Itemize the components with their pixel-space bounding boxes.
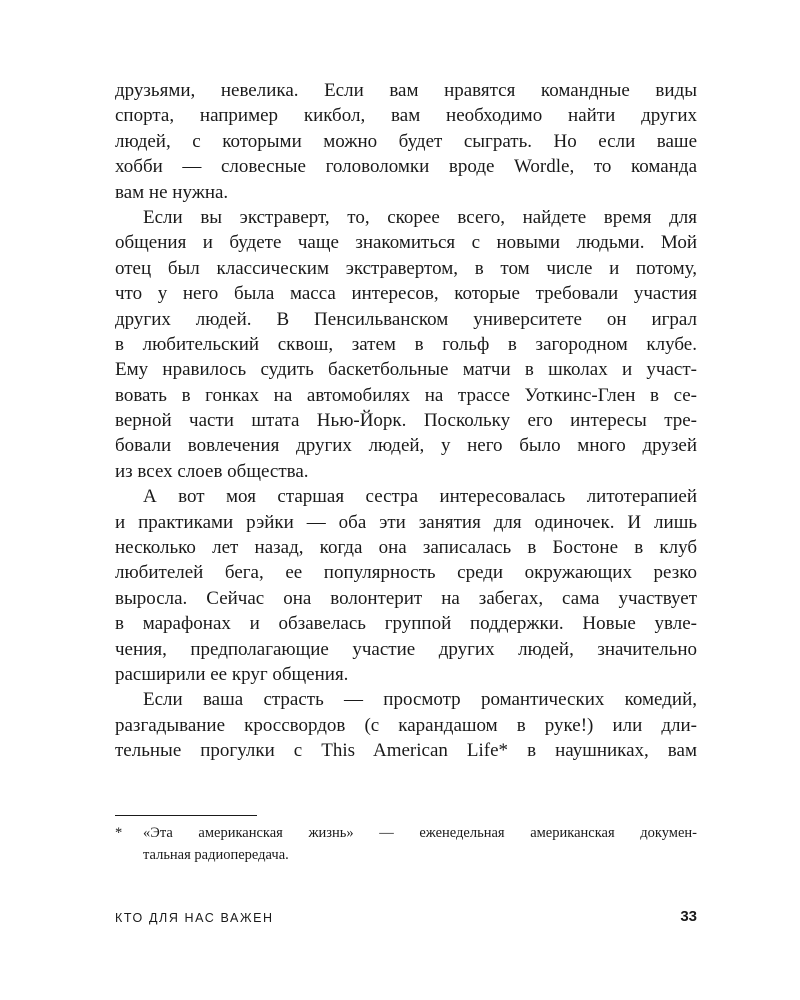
text-line: несколько лет назад, когда она записалась в Бостоне в клуб — [115, 537, 697, 559]
text-line: отец был классическим экстравертом, в том числе и потому, — [115, 257, 697, 279]
text-line: разгадывание кроссвордов (с карандашом в руке!) или дли- — [115, 714, 697, 736]
text-line: других людей. В Пенсильванском университете он играл — [115, 308, 697, 330]
footnote-line: «Эта американская жизнь» — еженедельная американская докумен- — [143, 825, 697, 841]
text-line: бовали вовлечения других людей, у него было много друзей — [115, 435, 697, 457]
text-line: что у него была масса интересов, которые требовали участия — [115, 283, 697, 305]
footnote-divider — [115, 815, 257, 816]
text-line: вам не нужна. — [115, 181, 229, 203]
text-line: в марафонах и обзавелась группой поддержки. Новые увле- — [115, 613, 697, 635]
text-line: из всех слоев общества. — [115, 460, 309, 482]
text-line: общения и будете чаще знакомиться с новыми людьми. Мой — [115, 232, 697, 254]
text-line: хобби — словесные головоломки вроде Wordle, то команда — [115, 156, 697, 178]
text-line: людей, с которыми можно будет сыграть. Но если ваше — [115, 130, 697, 152]
paragraph-start-line: А вот моя старшая сестра интересовалась литотерапией — [143, 486, 697, 508]
text-line: любителей бега, ее популярность среди окружающих резко — [115, 562, 697, 584]
text-line: выросла. Сейчас она волонтерит на забегах, сама участвует — [115, 587, 697, 609]
text-line: чения, предполагающие участие других людей, значительно — [115, 638, 697, 660]
text-line: в любительский сквош, затем в гольф в загородном клубе. — [115, 333, 697, 355]
running-head: КТО ДЛЯ НАС ВАЖЕН — [115, 911, 274, 925]
text-line: и практиками рэйки — оба эти занятия для одиночек. И лишь — [115, 511, 697, 533]
text-line: Ему нравилось судить баскетбольные матчи в школах и участ- — [115, 359, 697, 381]
text-line: верной части штата Нью-Йорк. Поскольку его интересы тре- — [115, 410, 697, 432]
text-line: вовать в гонках на автомобилях на трассе Уоткинс-Глен в се- — [115, 384, 697, 406]
paragraph-start-line: Если вы экстраверт, то, скорее всего, найдете время для — [143, 206, 697, 228]
text-line: спорта, например кикбол, вам необходимо найти других — [115, 105, 697, 127]
footnote-mark: * — [115, 825, 123, 841]
footnote-line: тальная радиопередача. — [143, 847, 289, 863]
text-line: расширили ее круг общения. — [115, 663, 349, 685]
paragraph-start-line: Если ваша страсть — просмотр романтических комедий, — [143, 689, 697, 711]
body-text — [115, 78, 697, 764]
footnote — [115, 822, 697, 866]
text-line: друзьями, невелика. Если вам нравятся командные виды — [115, 80, 697, 101]
page-number: 33 — [680, 908, 697, 925]
text-line: тельные прогулки с This American Life* в наушниках, вам — [115, 740, 697, 762]
